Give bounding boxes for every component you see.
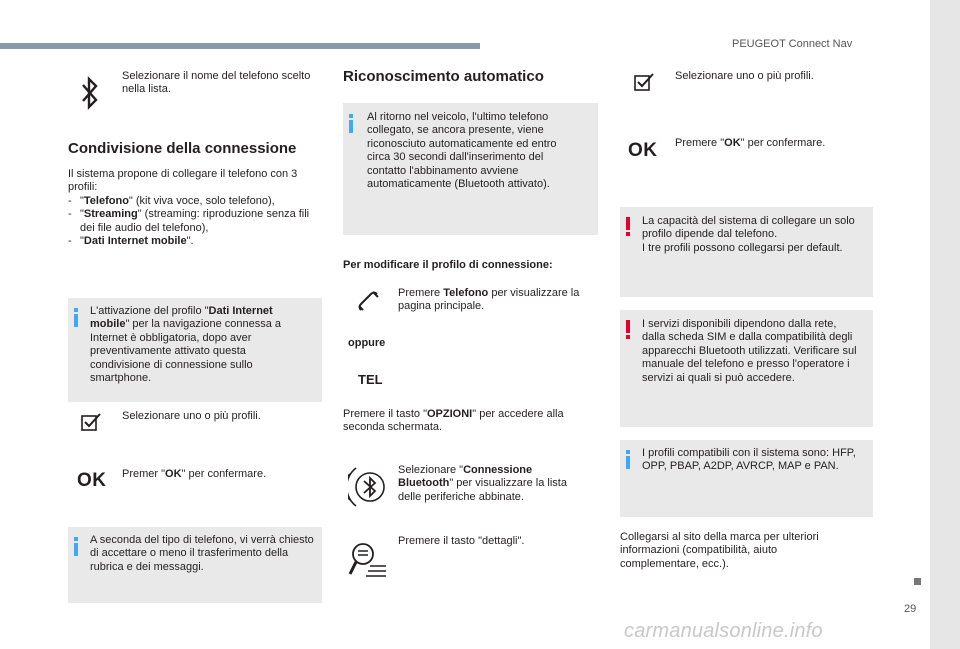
side-strip: [930, 0, 960, 649]
ok-icon: OK: [77, 470, 107, 491]
details-step: Premere il tasto "dettagli".: [398, 535, 525, 547]
confirm-step: Premer "OK" per confermare.: [122, 468, 267, 480]
details-icon: [348, 540, 388, 582]
info-box-auto: [343, 103, 598, 235]
bluetooth-connection-icon: [348, 462, 388, 512]
info-icon: [74, 308, 78, 327]
warning-box-capacity: [620, 207, 873, 297]
sharing-intro-text: Il sistema propone di collegare il telefono con 3 profili:: [68, 168, 298, 194]
profile-list: [68, 195, 320, 249]
continue-marker: [914, 578, 921, 585]
page-number: 29: [904, 603, 917, 615]
tel-button-icon: TEL: [358, 372, 383, 387]
warning-icon: [626, 217, 630, 236]
modify-profile-heading: Per modificare il profilo di connessione:: [343, 259, 553, 271]
info-box-internet: [68, 298, 322, 402]
top-rule: [0, 43, 480, 49]
confirm-step: Premere "OK" per confermare.: [675, 137, 826, 149]
press-phone-step: Premere Telefono per visualizzare la pagina principale.: [398, 287, 580, 313]
warning-icon: [626, 320, 630, 339]
sharing-intro: [68, 168, 320, 248]
info-text: A seconda del tipo di telefono, vi verrà chiesto di accettare o meno il trasferimento della rubrica e dei messaggi.: [90, 534, 314, 573]
info-icon: [349, 114, 353, 133]
info-box-profiles: [620, 440, 873, 517]
website-note: Collegarsi al sito della marca per ulteriori informazioni (compatibilità, aiuto complementare, ecc.).: [620, 531, 819, 570]
warning-box-services: [620, 310, 873, 427]
select-profiles-step: Selezionare uno o più profili.: [675, 70, 814, 82]
select-profiles-step: Selezionare uno o più profili.: [122, 410, 261, 422]
info-box-transfer: [68, 527, 322, 603]
warning-text: La capacità del sistema di collegare un solo profilo dipende dal telefono. I tre profili possono collegarsi per default.: [642, 215, 855, 254]
info-icon: [74, 537, 78, 556]
ok-icon: OK: [628, 140, 658, 161]
select-phone-step: Selezionare il nome del telefono scelto nella lista.: [122, 70, 311, 96]
info-icon: [626, 450, 630, 469]
list-item: - "Telefono" (kit viva voce, solo telefono),: [68, 195, 320, 208]
bluetooth-icon: [80, 76, 100, 110]
info-text: L'attivazione del profilo "Dati Internet mobile" per la navigazione connessa a Internet è obbligatoria, dopo aver preventivamente attivato questa condivisione di connessione sullo smartphone.: [90, 305, 282, 385]
list-item: - "Streaming" (streaming: riproduzione senza fili dei file audio del telefono),: [68, 208, 320, 235]
brand-label: PEUGEOT Connect Nav: [732, 38, 853, 50]
checkbox-icon: [633, 72, 655, 92]
info-text: Al ritorno nel veicolo, l'ultimo telefono collegato, se ancora presente, viene riconosciuto automaticamente ed entro circa 30 secondi dall'inserimento del contatto l'abbinamento avviene automaticamente (Bluetooth attivato).: [367, 111, 557, 191]
phone-icon: [356, 289, 382, 315]
section-heading-sharing: Condivisione della connessione: [68, 140, 297, 157]
info-text: I profili compatibili con il sistema sono: HFP, OPP, PBAP, A2DP, AVRCP, MAP e PAN.: [642, 447, 856, 473]
section-heading-auto: Riconoscimento automatico: [343, 68, 544, 85]
checkbox-icon: [80, 412, 102, 432]
list-item: - "Dati Internet mobile".: [68, 235, 320, 248]
options-step: Premere il tasto "OPZIONI" per accedere alla seconda schermata.: [343, 408, 564, 434]
watermark[interactable]: carmanualsonline.info: [624, 620, 823, 642]
oppure-label: oppure: [348, 337, 386, 349]
select-bluetooth-step: Selezionare "Connessione Bluetooth" per visualizzare la lista delle periferiche abbinate.: [398, 464, 567, 503]
warning-text: I servizi disponibili dipendono dalla rete, dalla scheda SIM e dalla compatibilità degli apparecchi Bluetooth utilizzati. Verificare sul manuale del telefono e presso l'operatore i servizi ai quali si può accedere.: [642, 318, 857, 384]
